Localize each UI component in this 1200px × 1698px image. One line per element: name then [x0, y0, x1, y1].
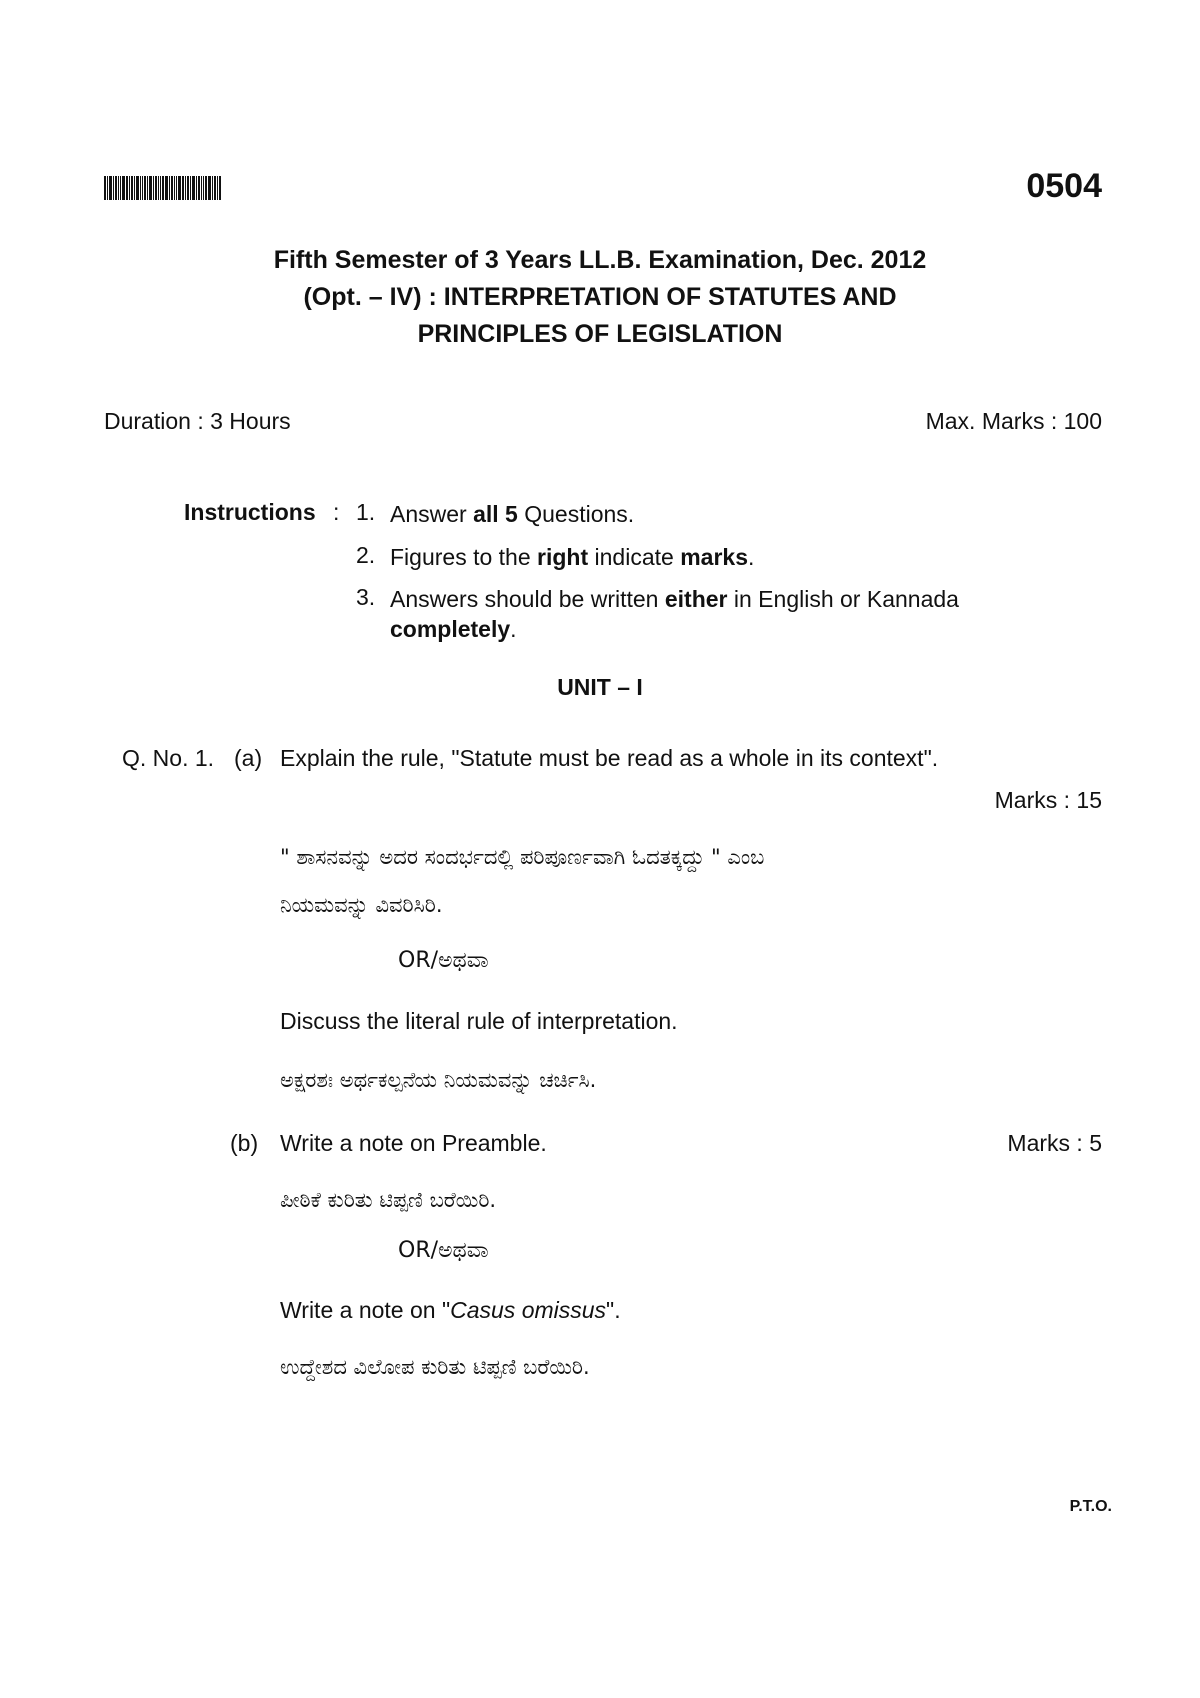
unit-heading: UNIT – I: [557, 674, 643, 700]
or-divider: OR/ಅಥವಾ: [398, 948, 489, 973]
barcode: [104, 176, 242, 200]
q1a-kannada-line1: " ಶಾಸನವನ್ನು ಅದರ ಸಂದರ್ಭದಲ್ಲಿ ಪರಿಪೂರ್ಣವಾಗಿ ಓದತಕ್ಕದ್ದು " ಎಂಬ: [280, 845, 765, 869]
pto-marker: P.T.O.: [1069, 1498, 1112, 1515]
instruction-number: 1.: [356, 499, 376, 525]
q1a-text: Explain the rule, "Statute must be read as a whole in its context".: [280, 745, 939, 771]
instructions-label: Instructions: [184, 499, 316, 525]
instruction-number: 2.: [356, 542, 376, 568]
part-a-label: (a): [234, 745, 263, 771]
q1a-alt-text: Discuss the literal rule of interpretation.: [280, 1008, 678, 1034]
q1b-alt-kannada: ಉದ್ದೇಶದ ವಿಲೋಪ ಕುರಿತು ಟಿಪ್ಪಣಿ ಬರೆಯಿರಿ.: [280, 1355, 590, 1379]
part-b-label: (b): [230, 1130, 259, 1156]
paper-code: 0504: [1026, 167, 1102, 205]
duration: Duration : 3 Hours: [104, 408, 291, 434]
instruction-item: Figures to the right indicate marks.: [390, 544, 755, 570]
subject-title-line1: (Opt. – IV) : INTERPRETATION OF STATUTES AND: [303, 283, 897, 311]
q1a-marks: Marks : 15: [994, 787, 1102, 813]
instructions-colon: :: [333, 499, 340, 525]
q1b-text: Write a note on Preamble.: [280, 1130, 547, 1156]
question-number: Q. No. 1.: [122, 745, 215, 771]
subject-title-line2: PRINCIPLES OF LEGISLATION: [417, 320, 783, 348]
q1b-alt-text: Write a note on "Casus omissus".: [280, 1297, 621, 1323]
q1b-kannada: ಪೀಠಿಕೆ ಕುರಿತು ಟಿಪ್ಪಣಿ ಬರೆಯಿರಿ.: [280, 1188, 497, 1212]
q1b-marks: Marks : 5: [1007, 1130, 1102, 1156]
instruction-item: Answer all 5 Questions.: [390, 501, 635, 527]
max-marks: Max. Marks : 100: [925, 408, 1102, 434]
instruction-item: Answers should be written either in English or Kannada completely.: [390, 586, 959, 642]
or-divider: OR/ಅಥವಾ: [398, 1238, 489, 1263]
exam-title: Fifth Semester of 3 Years LL.B. Examination, Dec. 2012: [273, 246, 927, 274]
q1a-alt-kannada: ಅಕ್ಷರಶಃ ಅರ್ಥಕಲ್ಪನೆಯ ನಿಯಮವನ್ನು ಚರ್ಚಿಸಿ.: [280, 1068, 597, 1092]
instruction-number: 3.: [356, 584, 376, 610]
q1a-kannada-line2: ನಿಯಮವನ್ನು ವಿವರಿಸಿರಿ.: [280, 893, 443, 917]
